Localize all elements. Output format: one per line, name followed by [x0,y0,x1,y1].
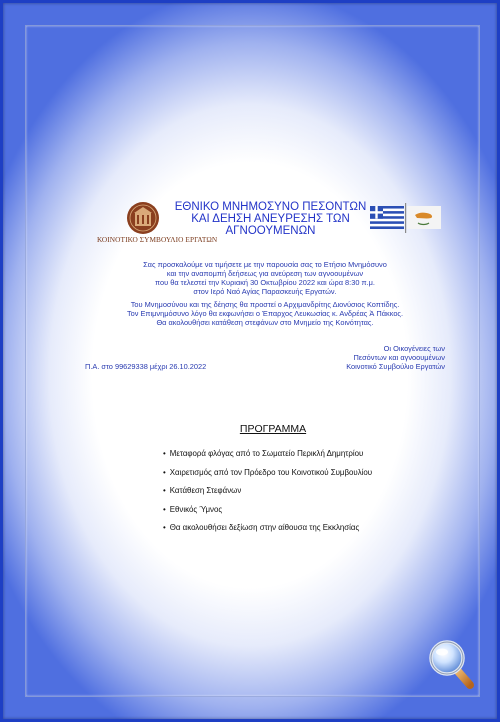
cyprus-flag-icon [407,206,441,229]
list-item [163,505,372,524]
bullet-icon: • [163,467,166,477]
magnifier-icon[interactable] [428,639,476,691]
page-title [168,201,373,237]
text-line: στον Ιερό Ναό Αγίας Παρασκευής Εργατών. [193,287,337,296]
text-line: Θα ακολουθήσει κατάθεση στεφάνων στο Μνημείο της Κοινότητας. [156,318,374,327]
bullet-icon: • [163,449,166,458]
bullet-icon: • [163,523,166,533]
title-line: ΚΑΙ ΔΕΗΣΗ ΑΝΕΥΡΕΣΗΣ ΤΩΝ [191,213,350,225]
council-seal-icon [125,201,161,235]
list-item-label: Θα ακολουθήσει δεξίωση στην αίθουσα της Εκκλησίας [169,523,360,533]
list-item-label: Κατάθεση Στεφάνων [169,486,242,496]
rsvp-note: Π.Α. στο 99629338 μέχρι 26.10.2022 [85,362,207,371]
greek-flag-icon [370,206,404,229]
program-title: ΠΡΟΓΡΑΜΜΑ [239,423,307,435]
bullet-icon: • [163,486,166,496]
list-item [163,468,372,487]
text-line: Του Μνημοσύνου και της δέησης θα προστεί ο Αρχιμανδρίτης Διονύσιος Κοπτίδης. [130,300,400,309]
list-item-label: Εθνικός Ύμνος [169,504,223,514]
signature-line: Πεσόντων και αγνοουμένων [353,353,445,362]
list-item-label: Μεταφορά φλόγας από το Σωματείο Περικλή Δημητρίου [169,449,364,458]
list-item [163,449,372,468]
text-line: που θα τελεστεί την Κυριακή 30 Οκτωβρίου 2022 και ώρα 8:30 π.μ. [155,278,375,287]
invitation-paragraph [85,260,445,296]
list-item [163,523,372,542]
text-line: Σας προσκαλούμε να τιμήσετε με την παρουσία σας το Ετήσιο Μνημόσυνο [143,260,387,269]
signature-line: Οι Οικογένειες των [383,344,445,353]
text-line: και την αναπομπή δεήσεως για ανεύρεση των αγνοουμένων [166,269,364,278]
title-line: ΕΘΝΙΚΟ ΜΝΗΜΟΣΥΝΟ ΠΕΣΟΝΤΩΝ [174,201,367,213]
list-item-label: Χαιρετισμός από τον Πρόεδρο του Κοινοτικού Συμβουλίου [169,467,373,477]
list-item [163,486,372,505]
invitation-frame [3,3,497,719]
officiants-paragraph [85,300,445,327]
title-line: ΑΓΝΟΟΥΜΕΝΩΝ [225,225,316,237]
bullet-icon: • [163,504,166,514]
program-list [163,449,372,542]
logo-text: ΚΟΙΝΟΤΙΚΟ ΣΥΜΒΟΥΛΙΟ ΕΡΓΑΤΩΝ [97,235,218,244]
signature-block [293,344,445,371]
text-line: Τον Επιμνημόσυνο λόγο θα εκφωνήσει ο Έπαρχος Λευκωσίας κ. Ανδρέας Ἀ Πάκκος. [126,309,404,318]
signature-line: Κοινοτικό Συμβούλιο Εργατών [346,362,445,371]
flags-icon [370,203,444,233]
